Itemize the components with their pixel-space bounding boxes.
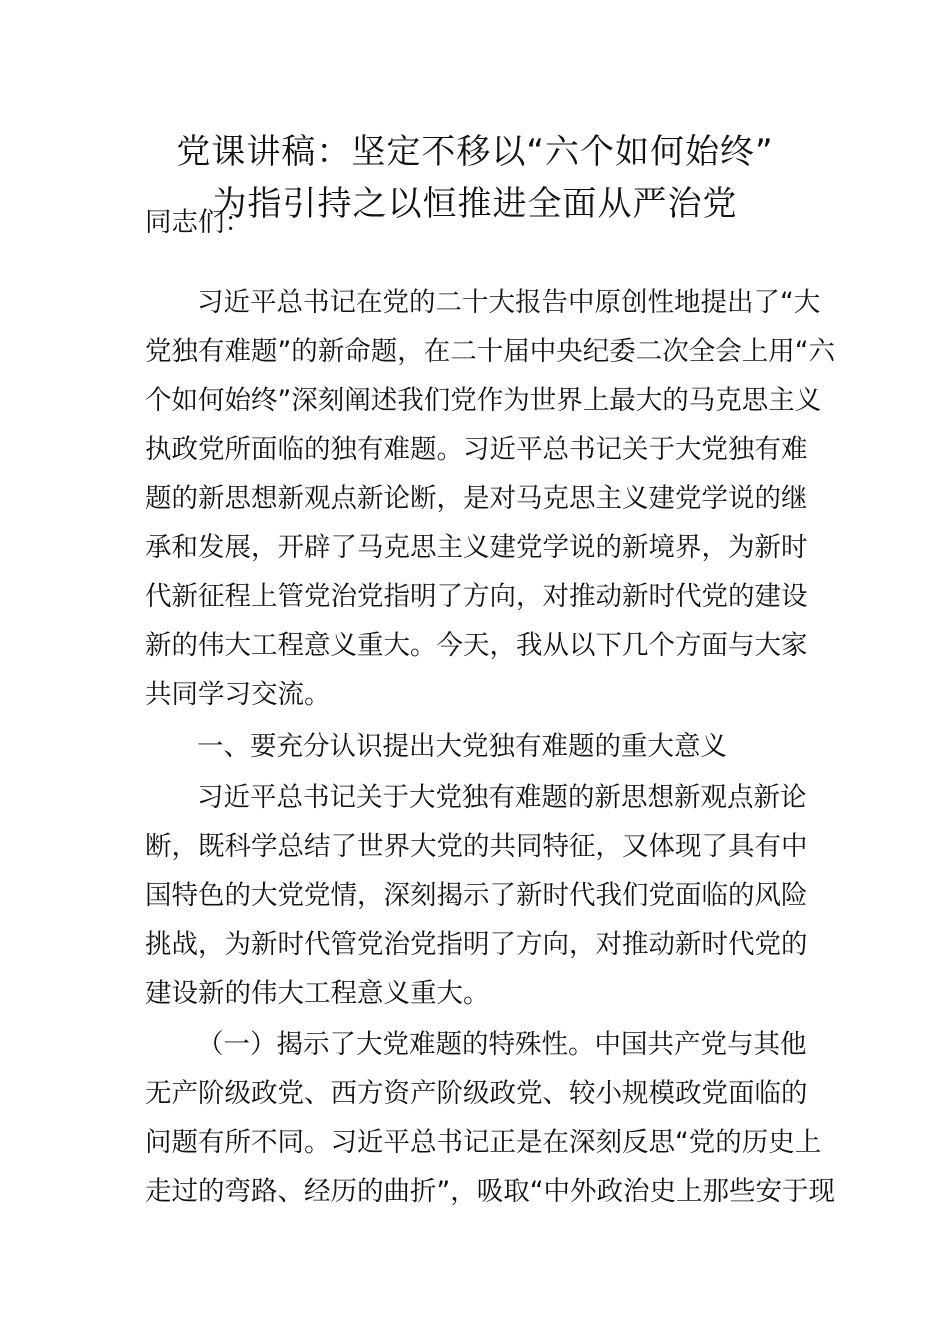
paragraph-line: 题的新思想新观点新论断，是对马克思主义建党学说的继	[145, 483, 808, 514]
paragraph-line: 断，既科学总结了世界大党的共同特征，又体现了具有中	[145, 831, 808, 862]
section-heading: 一、要充分认识提出大党独有难题的重大意义	[197, 731, 727, 762]
paragraph-line: 习近平总书记关于大党独有难题的新思想新观点新论	[197, 782, 807, 813]
paragraph-line: 建设新的伟大工程意义重大。	[145, 978, 490, 1009]
paragraph-line: 习近平总书记在党的二十大报告中原创性地提出了“大	[197, 287, 821, 318]
paragraph-line: 党独有难题”的新命题，在二十届中央纪委二次全会上用“六	[145, 336, 835, 367]
paragraph-line: 承和发展，开辟了马克思主义建党学说的新境界，为新时	[145, 532, 808, 563]
paragraph-line: 代新征程上管党治党指明了方向，对推动新时代党的建设	[145, 581, 808, 612]
document-title-line-1: 党课讲稿：坚定不移以“六个如何始终”	[176, 132, 774, 172]
paragraph-line: 走过的弯路、经历的曲折”，吸取“中外政治史上那些安于现	[145, 1176, 835, 1207]
paragraph-line: 无产阶级政党、西方资产阶级政党、较小规模政党面临的	[145, 1078, 808, 1109]
paragraph-line: 问题有所不同。习近平总书记正是在深刻反思“党的历史上	[145, 1127, 822, 1158]
paragraph-line: 共同学习交流。	[145, 679, 331, 710]
paragraph-line: 个如何始终”深刻阐述我们党作为世界上最大的马克思主义	[145, 385, 822, 416]
paragraph-line: 挑战，为新时代管党治党指明了方向，对推动新时代党的	[145, 929, 808, 960]
document-title-line-2: 为指引持之以恒推进全面从严治党	[212, 184, 738, 224]
salutation: 同志们：	[145, 207, 251, 238]
subsection-paragraph-line: （一）揭示了大党难题的特殊性。中国共产党与其他	[197, 1029, 807, 1060]
paragraph-line: 新的伟大工程意义重大。今天，我从以下几个方面与大家	[145, 630, 808, 661]
paragraph-line: 执政党所面临的独有难题。习近平总书记关于大党独有难	[145, 434, 808, 465]
paragraph-line: 国特色的大党党情，深刻揭示了新时代我们党面临的风险	[145, 880, 808, 911]
